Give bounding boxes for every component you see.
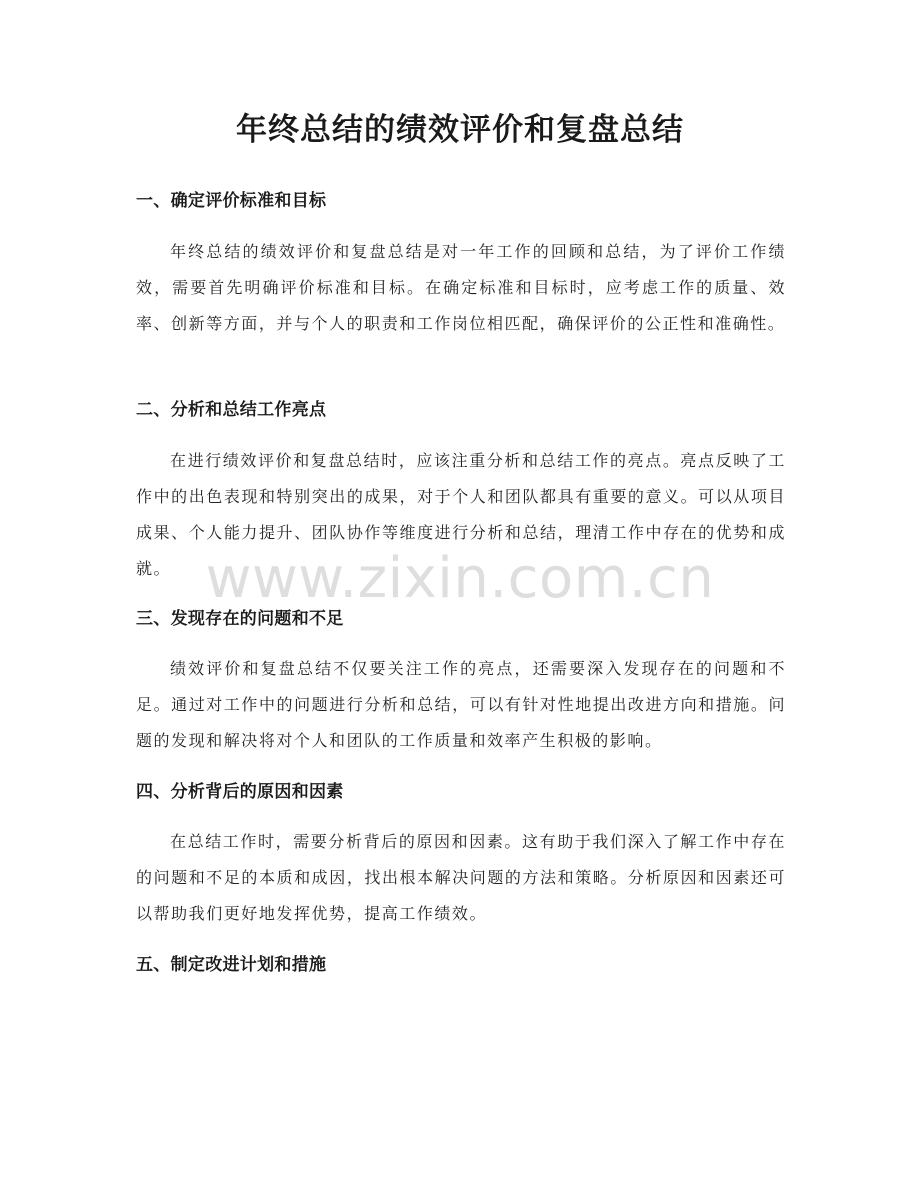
section-heading-3: 三、发现存在的问题和不足 bbox=[136, 609, 344, 629]
section-heading-4: 四、分析背后的原因和因素 bbox=[136, 782, 344, 802]
section-heading-2: 二、分析和总结工作亮点 bbox=[136, 400, 327, 420]
section-heading-1: 一、确定评价标准和目标 bbox=[136, 191, 327, 211]
document-title: 年终总结的绩效评价和复盘总结 bbox=[236, 112, 684, 148]
section-paragraph-1: 年终总结的绩效评价和复盘总结是对一年工作的回顾和总结，为了评价工作绩效，需要首先明确评价标准和目标。在确定标准和目标时，应考虑工作的质量、效率、创新等方面，并与个人的职责和工作岗位相匹配，确保评价的公正性和准确性。 bbox=[136, 242, 786, 333]
watermark-text: www.zixin.com.cn bbox=[205, 546, 715, 611]
section-paragraph-4: 在总结工作时，需要分析背后的原因和因素。这有助于我们深入了解工作中存在的问题和不足的本质和成因，找出根本解决问题的方法和策略。分析原因和因素还可以帮助我们更好地发挥优势，提高工作绩效。 bbox=[136, 832, 786, 923]
section-heading-5: 五、制定改进计划和措施 bbox=[136, 955, 327, 975]
section-paragraph-2: 在进行绩效评价和复盘总结时，应该注重分析和总结工作的亮点。亮点反映了工作中的出色表现和特别突出的成果，对于个人和团队都具有重要的意义。可以从项目成果、个人能力提升、团队协作等维度进行分析和总结，理清工作中存在的优势和成就。 bbox=[136, 451, 786, 578]
section-paragraph-3: 绩效评价和复盘总结不仅要关注工作的亮点，还需要深入发现存在的问题和不足。通过对工作中的问题进行分析和总结，可以有针对性地提出改进方向和措施。问题的发现和解决将对个人和团队的工作质量和效率产生积极的影响。 bbox=[136, 659, 786, 750]
